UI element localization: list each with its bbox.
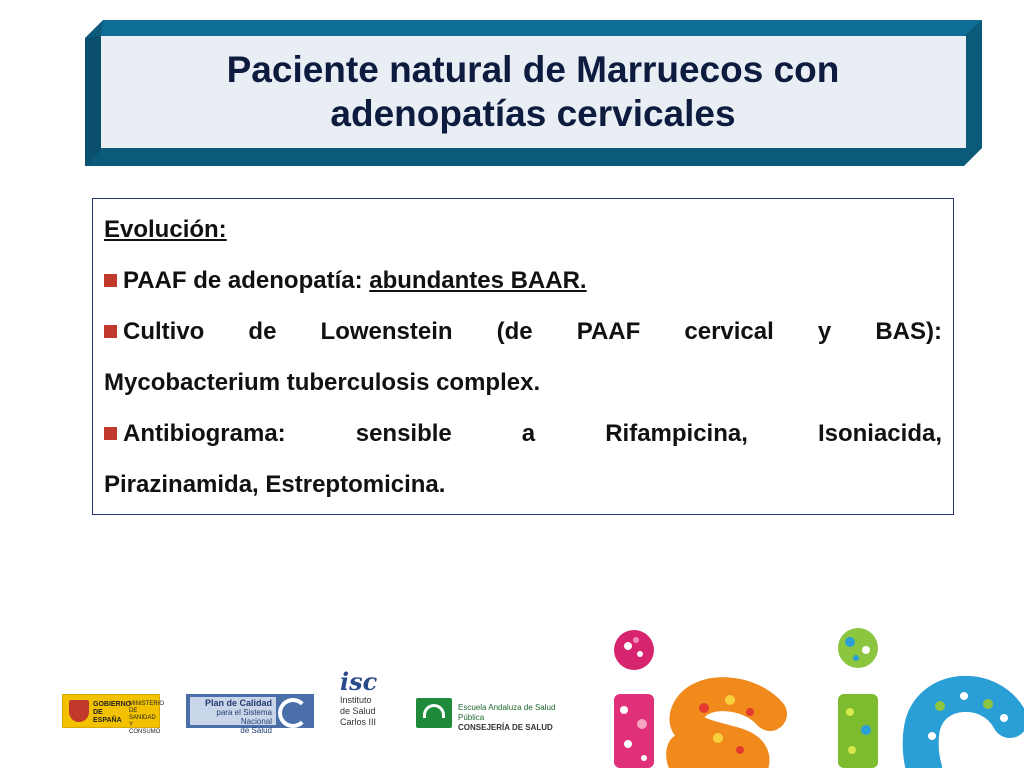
bullet-item-antibiograma [104,408,942,459]
coat-of-arms-icon [69,700,89,722]
bullet-continuation: Pirazinamida, Estreptomicina. [104,471,446,498]
i-stem-1 [614,694,654,768]
gobierno-text: GOBIERNO DE ESPAÑA [93,701,132,724]
plan-line-3: de Salud [240,726,272,735]
arch-icon [423,704,445,718]
ministerio-text: MINISTERIO DE SANIDAD Y CONSUMO [129,701,165,735]
i-dot-2 [838,628,878,668]
bullet-text: PAAF de adenopatía: [123,267,370,294]
isciii-line-3: Carlos III [340,717,377,727]
plan-line-2: para el Sistema Nacional [216,708,272,726]
bullet-item-paaf [104,255,942,306]
page-title [100,36,966,148]
bullet-continuation: Mycobacterium tuberculosis complex. [104,369,541,396]
isciii-mark: isc [340,667,378,696]
isciii-line-1: Instituto [340,695,372,705]
bullet-text: Cultivo de Lowenstein (de PAAF cervical y BAS): [123,318,942,345]
c-mark-icon [278,698,308,728]
isciii-logo [340,667,394,732]
escuela-line: Escuela Andaluza de Salud Pública [458,703,556,722]
title-line-2: adenopatías cervicales [330,93,736,134]
isc-decorative-logo [600,620,1024,768]
square-bullet-icon [104,274,117,287]
bullet-underlined-text: abundantes BAAR. [369,267,587,294]
consejeria-text: CONSEJERÍA DE SALUD [458,723,553,732]
s-letter [683,694,770,768]
i-dot-1 [614,630,654,670]
i-stem-2 [838,694,878,768]
bullet-item-cultivo [104,306,942,357]
escuela-andaluza-text [458,703,568,733]
square-bullet-icon [104,325,117,338]
plan-calidad-label [190,697,276,735]
consejeria-line [458,723,568,733]
gobierno-espana-logo [62,694,165,735]
c-letter [921,694,1010,768]
isciii-line-2: de Salud [340,706,376,716]
content-box [92,198,954,515]
plan-line-1: Plan de Calidad [204,698,272,708]
junta-andalucia-logo [416,698,452,728]
square-bullet-icon [104,427,117,440]
bullet-text: Antibiograma: sensible a Rifampicina, Isoniacida, [123,420,942,447]
title-line-1: Paciente natural de Marruecos con [226,49,840,90]
section-heading: Evolución: [104,216,227,243]
plan-calidad-logo [186,694,314,735]
